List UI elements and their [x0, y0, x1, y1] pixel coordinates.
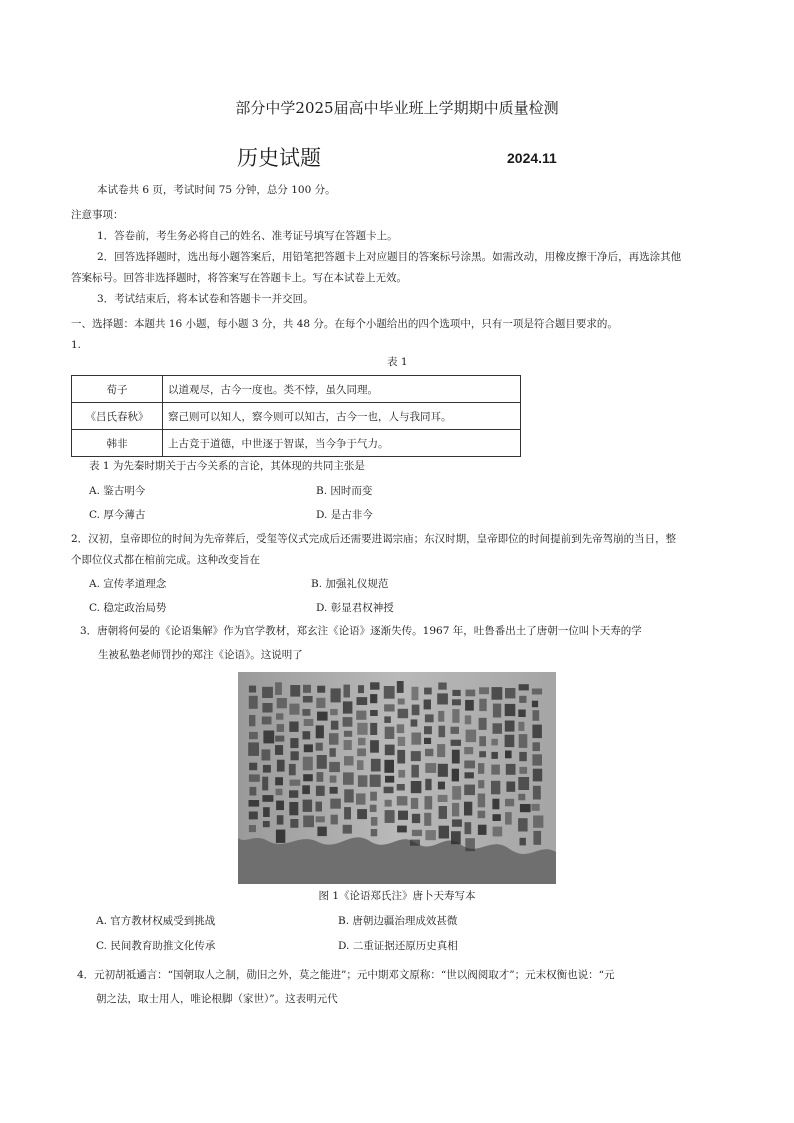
q1-table — [71, 375, 521, 457]
brush-stroke — [385, 800, 392, 807]
brush-stroke — [491, 752, 498, 759]
table-cell-quote: 上古竞于道德，中世逐于智谋，当今争于气力。 — [163, 430, 521, 457]
brush-stroke — [451, 740, 461, 746]
brush-stroke — [505, 812, 512, 825]
brush-stroke — [506, 782, 515, 792]
brush-stroke — [303, 800, 313, 812]
brush-stroke — [412, 830, 422, 836]
brush-stroke — [330, 787, 338, 794]
q1-option-d: D. 是古非今 — [316, 509, 373, 521]
brush-stroke — [370, 792, 377, 801]
brush-stroke — [452, 709, 459, 723]
brush-stroke — [358, 775, 368, 787]
brush-stroke — [384, 686, 395, 699]
table-cell-source: 《吕氏春秋》 — [72, 403, 163, 430]
brush-stroke — [303, 816, 314, 828]
brush-stroke — [519, 734, 528, 748]
brush-stroke — [425, 830, 436, 840]
brush-stroke — [532, 701, 538, 708]
brush-stroke — [491, 781, 500, 795]
brush-stroke — [371, 817, 378, 826]
brush-stroke — [438, 782, 445, 790]
brush-stroke — [343, 772, 354, 784]
table-row — [72, 403, 521, 430]
brush-stroke — [276, 713, 283, 719]
brush-stroke — [262, 749, 271, 760]
brush-stroke — [465, 700, 474, 711]
brush-stroke — [398, 699, 405, 705]
brush-stroke — [425, 779, 431, 790]
note-1: 1．答卷前，考生务必将自己的姓名、准考证号填写在答题卡上。 — [97, 230, 398, 242]
brush-stroke — [290, 819, 298, 828]
brush-stroke — [424, 813, 431, 826]
table-cell-source: 韩非 — [72, 430, 163, 457]
brush-stroke — [291, 751, 299, 760]
brush-stroke — [289, 790, 298, 798]
brush-stroke — [505, 735, 515, 747]
q2-option-c: C. 稳定政治局势 — [89, 602, 167, 614]
q2-stem-line-1: 2．汉初，皇帝即位的时间为先帝葬后，受玺等仪式完成后还需要进谒宗庙；东汉时期，皇帝即位的时间提前到先帝驾崩的当日，整 — [71, 533, 677, 545]
note-3: 3．考试结束后，将本试卷和答题卡一并交回。 — [97, 293, 314, 305]
brush-stroke — [249, 686, 256, 693]
table-row — [72, 376, 521, 403]
brush-stroke — [437, 693, 448, 704]
brush-stroke — [329, 762, 340, 772]
brush-stroke — [385, 776, 394, 783]
brush-stroke — [370, 682, 379, 689]
brush-stroke — [398, 811, 408, 820]
brush-stroke — [370, 805, 377, 812]
brush-stroke — [344, 740, 352, 750]
brush-stroke — [438, 711, 444, 722]
brush-stroke — [452, 786, 461, 800]
exam-title: 部分中学2025届高中毕业班上学期期中质量检测 — [235, 99, 559, 117]
brush-stroke — [385, 745, 395, 756]
brush-stroke — [249, 825, 256, 832]
brush-stroke — [411, 781, 422, 793]
brush-stroke — [358, 738, 366, 746]
brush-stroke — [533, 816, 543, 828]
q4-stem-line-1: 4．元初胡祗遹言：“国朝取人之制，勋旧之外，莫之能进”；元中期邓文原称：“世以阀阅取才”；元末权衡也说：“元 — [77, 969, 615, 981]
brush-stroke — [532, 689, 542, 695]
brush-stroke — [370, 710, 378, 716]
brush-stroke — [452, 690, 460, 696]
brush-stroke — [439, 726, 446, 738]
brush-stroke — [464, 785, 475, 796]
brush-stroke — [343, 825, 352, 834]
brush-stroke — [330, 748, 336, 757]
brush-stroke — [263, 731, 274, 744]
brush-stroke — [303, 696, 313, 703]
brush-stroke — [249, 763, 257, 771]
brush-stroke — [317, 712, 328, 721]
brush-stroke — [290, 685, 300, 697]
brush-stroke — [479, 751, 486, 757]
brush-stroke — [439, 826, 449, 839]
brush-stroke — [465, 772, 474, 778]
brush-stroke — [451, 727, 460, 734]
brush-stroke — [452, 819, 462, 826]
brush-stroke — [289, 764, 296, 775]
brush-stroke — [262, 687, 273, 698]
brush-stroke — [532, 754, 542, 765]
brush-stroke — [412, 687, 419, 700]
brush-stroke — [385, 810, 395, 823]
note-2-line-2: 答案标号。回答非选择题时，将答案写在答题卡上。写在本试卷上无效。 — [71, 272, 407, 284]
brush-stroke — [317, 755, 327, 769]
brush-stroke — [397, 826, 407, 833]
brush-stroke — [384, 787, 394, 794]
q1-option-b: B. 因时而变 — [316, 485, 373, 497]
brush-stroke — [263, 765, 271, 773]
brush-stroke — [493, 814, 501, 821]
q2-option-b: B. 加强礼仪规范 — [311, 578, 389, 590]
brush-stroke — [356, 711, 366, 720]
brush-stroke — [505, 799, 514, 807]
brush-stroke — [425, 749, 433, 756]
brush-stroke — [518, 722, 524, 731]
table-cell-source: 荀子 — [72, 376, 163, 403]
brush-stroke — [275, 745, 283, 755]
q3-option-a: A. 官方教材权威受到挑战 — [96, 915, 216, 927]
brush-stroke — [277, 760, 285, 772]
brush-stroke — [343, 701, 353, 713]
brush-stroke — [519, 752, 527, 761]
brush-stroke — [344, 756, 354, 765]
brush-stroke — [249, 696, 258, 709]
q1-table-caption: 表 1 — [387, 356, 408, 368]
brush-stroke — [331, 688, 341, 702]
brush-stroke — [397, 750, 405, 764]
brush-stroke — [492, 687, 503, 700]
brush-stroke — [532, 804, 540, 811]
note-2-line-1: 2．回答选择题时，选出每小题答案后，用铅笔把答题卡上对应题目的答案标号涂黑。如需改动，用橡皮擦干净后，再选涂其他 — [97, 251, 682, 263]
brush-stroke — [330, 776, 337, 783]
brush-stroke — [370, 775, 381, 787]
brush-stroke — [519, 684, 529, 690]
brush-stroke — [505, 721, 515, 732]
brush-stroke — [532, 725, 542, 739]
brush-stroke — [439, 806, 447, 819]
brush-stroke — [262, 717, 272, 725]
brush-stroke — [533, 831, 541, 845]
brush-stroke — [289, 704, 299, 715]
brush-stroke — [491, 739, 498, 746]
brush-stroke — [493, 827, 503, 837]
brush-stroke — [466, 690, 476, 697]
q1-option-c: C. 厚今薄古 — [89, 509, 146, 521]
brush-stroke — [276, 801, 284, 811]
table-row — [72, 430, 521, 457]
manuscript-image — [238, 672, 556, 884]
brush-stroke — [464, 761, 475, 769]
brush-stroke — [410, 840, 420, 846]
brush-stroke — [438, 683, 446, 690]
figure-caption: 图 1《论语郑氏注》唐卜天寿写本 — [318, 890, 476, 902]
brush-stroke — [424, 726, 432, 734]
brush-stroke — [302, 785, 310, 794]
brush-stroke — [385, 727, 395, 739]
subject-title: 历史试题 — [237, 146, 321, 170]
brush-stroke — [438, 795, 448, 802]
brush-stroke — [464, 747, 473, 754]
brush-stroke — [411, 733, 421, 745]
brush-stroke — [491, 765, 500, 775]
notes-heading: 注意事项： — [71, 209, 124, 221]
brush-stroke — [249, 812, 258, 820]
brush-stroke — [316, 802, 323, 812]
brush-stroke — [317, 827, 326, 837]
q2-stem-line-2: 个即位仪式都在棺前完成。这种改变旨在 — [71, 554, 260, 566]
brush-stroke — [344, 807, 351, 819]
brush-stroke — [518, 794, 525, 801]
brush-stroke — [465, 838, 475, 851]
q1-number: 1. — [71, 339, 82, 351]
brush-stroke — [506, 764, 516, 775]
brush-stroke — [424, 700, 431, 710]
brush-stroke — [452, 803, 459, 817]
brush-stroke — [451, 831, 461, 844]
brush-stroke — [356, 793, 366, 804]
brush-stroke — [317, 686, 325, 693]
brush-stroke — [412, 814, 420, 823]
brush-stroke — [357, 697, 368, 705]
brush-stroke — [275, 777, 283, 785]
brush-stroke — [424, 688, 432, 695]
q2-option-a: A. 宣传孝道理念 — [89, 578, 167, 590]
brush-stroke — [370, 694, 377, 703]
q1-option-a: A. 鉴古明今 — [89, 485, 146, 497]
exam-summary: 本试卷共 6 页，考试时间 75 分钟，总分 100 分。 — [97, 184, 336, 196]
brush-stroke — [303, 731, 311, 739]
brush-stroke — [330, 799, 341, 809]
brush-stroke — [344, 789, 354, 802]
brush-stroke — [370, 723, 377, 735]
brush-stroke — [479, 718, 487, 730]
brush-stroke — [262, 795, 273, 802]
brush-stroke — [411, 765, 419, 778]
brush-stroke — [357, 723, 367, 735]
brush-stroke — [465, 822, 472, 834]
brush-stroke — [533, 786, 541, 800]
brush-stroke — [533, 769, 542, 782]
brush-stroke — [357, 760, 364, 770]
brush-stroke — [493, 704, 501, 718]
brush-stroke — [397, 724, 405, 733]
brush-stroke — [437, 744, 445, 757]
brush-stroke — [358, 685, 364, 693]
brush-stroke — [452, 750, 460, 764]
brush-stroke — [289, 802, 298, 815]
q3-stem-line-1: 3．唐朝将何晏的《论语集解》作为官学教材，郑玄注《论语》逐渐失传。1967 年，吐鲁番出土了唐朝一位叫卜天寿的学 — [80, 625, 642, 637]
brush-stroke — [316, 786, 325, 796]
brush-stroke — [518, 710, 525, 718]
brush-stroke — [411, 719, 418, 726]
brush-stroke — [478, 780, 484, 788]
brush-stroke — [492, 799, 499, 810]
brush-stroke — [464, 802, 472, 816]
brush-stroke — [249, 800, 260, 807]
brush-stroke — [398, 709, 409, 718]
brush-stroke — [425, 796, 433, 809]
brush-stroke — [303, 685, 311, 693]
brush-stroke — [397, 784, 405, 791]
brush-stroke — [303, 774, 313, 781]
table-cell-quote: 以道观尽，古今一度也。类不悖，虽久同理。 — [163, 376, 521, 403]
brush-stroke — [397, 796, 408, 805]
brush-stroke — [289, 722, 298, 732]
brush-stroke — [343, 717, 353, 727]
brush-stroke — [277, 698, 287, 708]
brush-stroke — [518, 777, 529, 790]
brush-stroke — [411, 798, 418, 809]
brush-stroke — [262, 703, 272, 713]
brush-stroke — [465, 715, 471, 724]
brush-stroke — [275, 682, 282, 695]
brush-stroke — [425, 763, 436, 773]
brush-stroke — [316, 698, 325, 708]
brush-stroke — [316, 816, 325, 822]
table-cell-quote: 察己则可以知人，察今则可以知古，古今一也，人与我同耳。 — [163, 403, 521, 430]
brush-stroke — [275, 736, 284, 742]
brush-stroke — [371, 829, 378, 836]
brush-stroke — [304, 719, 314, 726]
brush-stroke — [344, 731, 352, 737]
brush-stroke — [505, 704, 516, 716]
brush-stroke — [505, 688, 515, 698]
brush-stroke — [276, 830, 285, 843]
manuscript-photo — [238, 672, 556, 884]
brush-stroke — [249, 715, 255, 726]
brush-stroke — [304, 744, 313, 752]
brush-stroke — [249, 732, 258, 739]
brush-stroke — [329, 733, 339, 745]
brush-stroke — [317, 772, 324, 782]
q3-option-d: D. 二重证据还原历史真相 — [338, 940, 458, 952]
brush-stroke — [276, 789, 283, 796]
brush-stroke — [452, 699, 461, 705]
brush-stroke — [424, 738, 431, 744]
brush-stroke — [533, 710, 540, 721]
brush-stroke — [384, 716, 391, 723]
brush-stroke — [384, 760, 394, 773]
brush-stroke — [263, 807, 270, 817]
brush-stroke — [316, 725, 324, 738]
brush-stroke — [370, 740, 379, 753]
section-1-heading: 一、选择题：本题共 16 小题，每小题 3 分，共 48 分。在每个小题给出的四个选项中，只有一项是符合题目要求的。 — [71, 318, 618, 330]
brush-stroke — [505, 751, 512, 759]
brush-stroke — [478, 794, 485, 808]
brush-stroke — [479, 699, 486, 711]
brush-stroke — [479, 736, 486, 746]
brush-stroke — [357, 809, 367, 819]
brush-stroke — [262, 777, 268, 791]
brush-stroke — [478, 825, 487, 835]
brush-stroke — [344, 685, 351, 698]
brush-stroke — [425, 714, 434, 722]
brush-stroke — [302, 709, 310, 716]
brush-stroke — [533, 742, 541, 751]
brush-stroke — [397, 681, 404, 693]
brush-stroke — [290, 780, 301, 786]
q3-stem-line-2: 生被私塾老师罚抄的郑注《论语》。这说明了 — [98, 649, 303, 661]
brush-stroke — [277, 815, 284, 824]
q2-option-d: D. 彰显君权神授 — [316, 602, 394, 614]
brush-stroke — [277, 724, 285, 732]
brush-stroke — [452, 769, 459, 782]
brush-stroke — [412, 705, 420, 716]
brush-stroke — [438, 764, 448, 777]
brush-stroke — [371, 759, 381, 772]
brush-stroke — [331, 721, 339, 730]
q3-option-c: C. 民间教育助推文化传承 — [96, 940, 216, 952]
brush-stroke — [303, 757, 313, 771]
brush-stroke — [357, 748, 366, 756]
brush-stroke — [263, 821, 270, 827]
q3-option-b: B. 唐朝边疆治理成效甚微 — [338, 915, 458, 927]
brush-stroke — [518, 818, 528, 831]
brush-stroke — [520, 838, 526, 846]
brush-stroke — [478, 811, 486, 819]
brush-stroke — [479, 687, 489, 694]
brush-stroke — [519, 696, 526, 703]
brush-stroke — [248, 742, 259, 756]
brush-stroke — [249, 774, 260, 781]
brush-stroke — [493, 723, 503, 734]
brush-stroke — [398, 770, 405, 778]
brush-stroke — [519, 767, 527, 774]
brush-stroke — [478, 763, 484, 774]
brush-stroke — [466, 730, 477, 743]
brush-stroke — [331, 815, 338, 825]
brush-stroke — [384, 704, 395, 711]
brush-stroke — [250, 787, 257, 796]
q1-stem: 表 1 为先秦时期关于古今关系的言论，其体现的共同主张是 — [89, 460, 365, 472]
brush-stroke — [316, 743, 323, 751]
exam-date: 2024.11 — [507, 150, 557, 166]
q4-stem-line-2: 朝之法，取士用人，唯论根脚（家世）”。这表明元代 — [96, 993, 338, 1005]
brush-stroke — [520, 804, 531, 812]
brush-stroke — [290, 738, 298, 748]
brush-stroke — [330, 709, 338, 715]
brush-stroke — [411, 751, 421, 761]
brush-stroke — [398, 737, 405, 746]
